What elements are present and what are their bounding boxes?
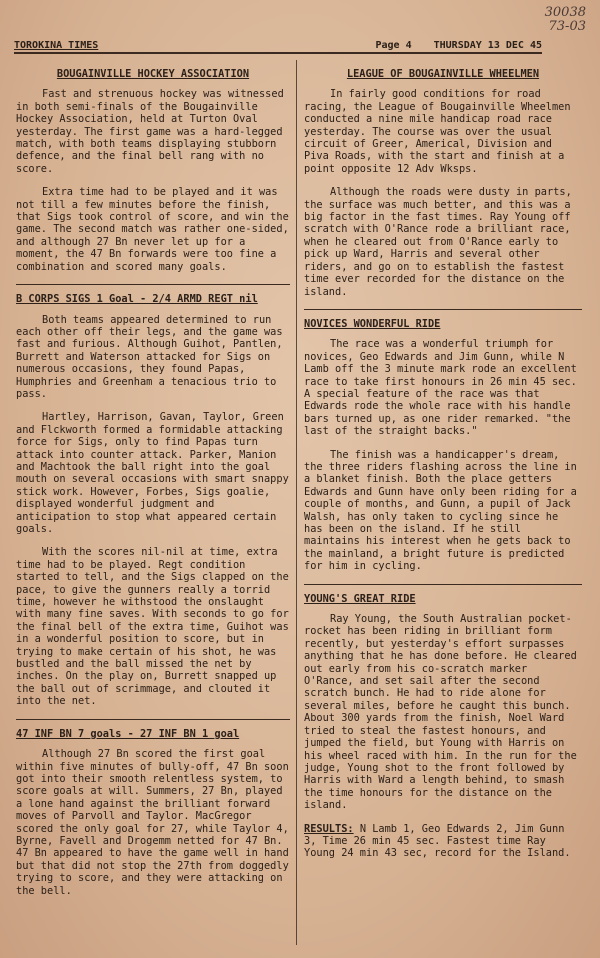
results-paragraph — [304, 823, 582, 860]
hockey-heading: BOUGAINVILLE HOCKEY ASSOCIATION — [56, 68, 250, 80]
page-number: Page 4 — [375, 40, 412, 51]
inf-paragraph: Although 27 Bn scored the first goal within five minutes of bully-off, 47 Bn soon got into their smooth relentless system, to score goals at will. Summers, 27 Bn, played a lone hand against the brilliant forward moves of Parvoll and Taylor. MacGregor scored the only goal for 27, while Taylor 4, Byrne, Favell and Drogemm netted for 47 Bn. 47 Bn appeared to have the game well in hand but that did not stop the 27th from doggedly trying to score, and they were attacking on the bell. — [16, 748, 289, 897]
wheelmen-heading: LEAGUE OF BOUGAINVILLE WHEELMEN — [346, 68, 540, 80]
section-rule — [304, 309, 582, 310]
sigs-paragraph: Both teams appeared determined to run each other off their legs, and the game was fast and furious. Although Guihot, Pantlen, Burrett and Waterson attacked for Sigs on numerous occasions, they found Papas, Humphries and Greenham a tenacious trio to pass. — [16, 313, 283, 400]
sigs-heading: B CORPS SIGS 1 Goal - 2/4 ARMD REGT nil — [16, 293, 258, 306]
left-column — [16, 68, 290, 948]
sigs-paragraph: With the scores nil-nil at time, extra time had to be played. Regt condition started to tell, and the Sigs clapped on the pace, to give the gunners really a torrid time, however he withstood the onslaught with many fine saves. With seconds to go for the final bell of the extra time, Guihot was in a wonderful position to score, but in trying to make certain of his shot, he was bustled and the ball missed the net by inches. On the play on, Burrett snapped up the ball out of scrimmage, and clouted it into the net. — [16, 546, 289, 708]
right-column — [304, 68, 582, 948]
young-paragraph: Ray Young, the South Australian pocket-rocket has been riding in brilliant form recently, but yesterday's effort surpasses anything that he has done before. He cleared out early from his co-scratch marker O'Rance, and set sail after the second scratch bunch. He had to ride alone for several miles, before he caught this bunch. About 300 yards from the finish, Noel Ward tried to steal the fastest honours, and jumped the field, but Young with Harris on his wheel raced with him. In the run for the judge, Young shot to the front followed by Harris with Ward a length behind, to smash the time honours for the distance on the island. — [304, 613, 577, 812]
archive-mark — [545, 6, 586, 34]
issue-date: THURSDAY 13 DEC 45 — [433, 40, 542, 51]
novices-heading: NOVICES WONDERFUL RIDE — [304, 317, 441, 330]
masthead — [14, 40, 542, 54]
archive-number: 30038 — [544, 5, 586, 20]
inf-heading: 47 INF BN 7 goals - 27 INF BN 1 goal — [16, 727, 240, 740]
archive-reference: 73-03 — [548, 19, 586, 34]
young-heading: YOUNG'S GREAT RIDE — [304, 592, 416, 605]
novices-paragraph: The race was a wonderful triumph for novices, Geo Edwards and Jim Gunn, while N Lamb off the 3 minute mark rode an excellent race to take first honours in 26 min 45 sec. A special feature of the race was that Edwards rode the whole race with his handle bars turned up, as one rider remarked. "the last of the straight backs." — [304, 338, 577, 438]
section-rule — [304, 584, 582, 585]
hockey-paragraph: Fast and strenuous hockey was witnessed in both semi-finals of the Bougainville Hockey Association, held at Turton Oval yesterday. The first game was a hard-legged match, with both teams displaying stubborn defence, and the final bell rang with no score. — [16, 88, 284, 175]
novices-paragraph: The finish was a handicapper's dream, the three riders flashing across the line in a blanket finish. Both the place getters Edwards and Gunn have only been riding for a couple of months, and Gunn, a pupil of Jack Walsh, has only taken to cycling since he has been on the island. If he still maintains his interest when he gets back to the mainland, a bright future is predicted for him in cycling. — [304, 448, 577, 573]
column-divider — [296, 60, 297, 945]
section-rule — [16, 719, 290, 720]
section-rule — [16, 284, 290, 285]
results-text: N Lamb 1, Geo Edwards 2, Jim Gunn 3, Time 26 min 45 sec. Fastest time Ray Young 24 min 43 sec, record for the Island. — [304, 822, 571, 860]
results-label: RESULTS: — [304, 822, 354, 835]
sigs-paragraph: Hartley, Harrison, Gavan, Taylor, Green and Flckworth formed a formidable attacking force for Sigs, only to find Papas turn attack into counter attack. Parker, Manion and Machtook the ball right into the goal mouth on several occasions with smart snappy stick work. However, Forbes, Sigs goalie, displayed wonderful judgment and anticipation to stop what appeared certain goals. — [16, 411, 289, 535]
hockey-paragraph: Extra time had to be played and it was not till a few minutes before the finish, that Sigs took control of score, and win the game. The second match was rather one-sided, and although 27 Bn never let up for a moment, the 47 Bn forwards were too fine a combination and scored many goals. — [16, 186, 289, 273]
wheelmen-paragraph: Although the roads were dusty in parts, the surface was much better, and this was a big factor in the fast times. Ray Young off scratch with O'Rance rode a brilliant race, when he cleared out from O'Rance early to pick up Ward, Harris and several other riders, and go on to establish the fastest time ever recorded for the distance on the island. — [304, 186, 572, 298]
wheelmen-paragraph: In fairly good conditions for road racing, the League of Bougainville Wheelmen conducted a nine mile handicap road race yesterday. The course was over the usual circuit of Greer, Americal, Division and Piva Roads, with the start and finish at a point opposite 12 Adv Wksps. — [304, 88, 571, 175]
paper-name: TOROKINA TIMES — [14, 40, 99, 51]
